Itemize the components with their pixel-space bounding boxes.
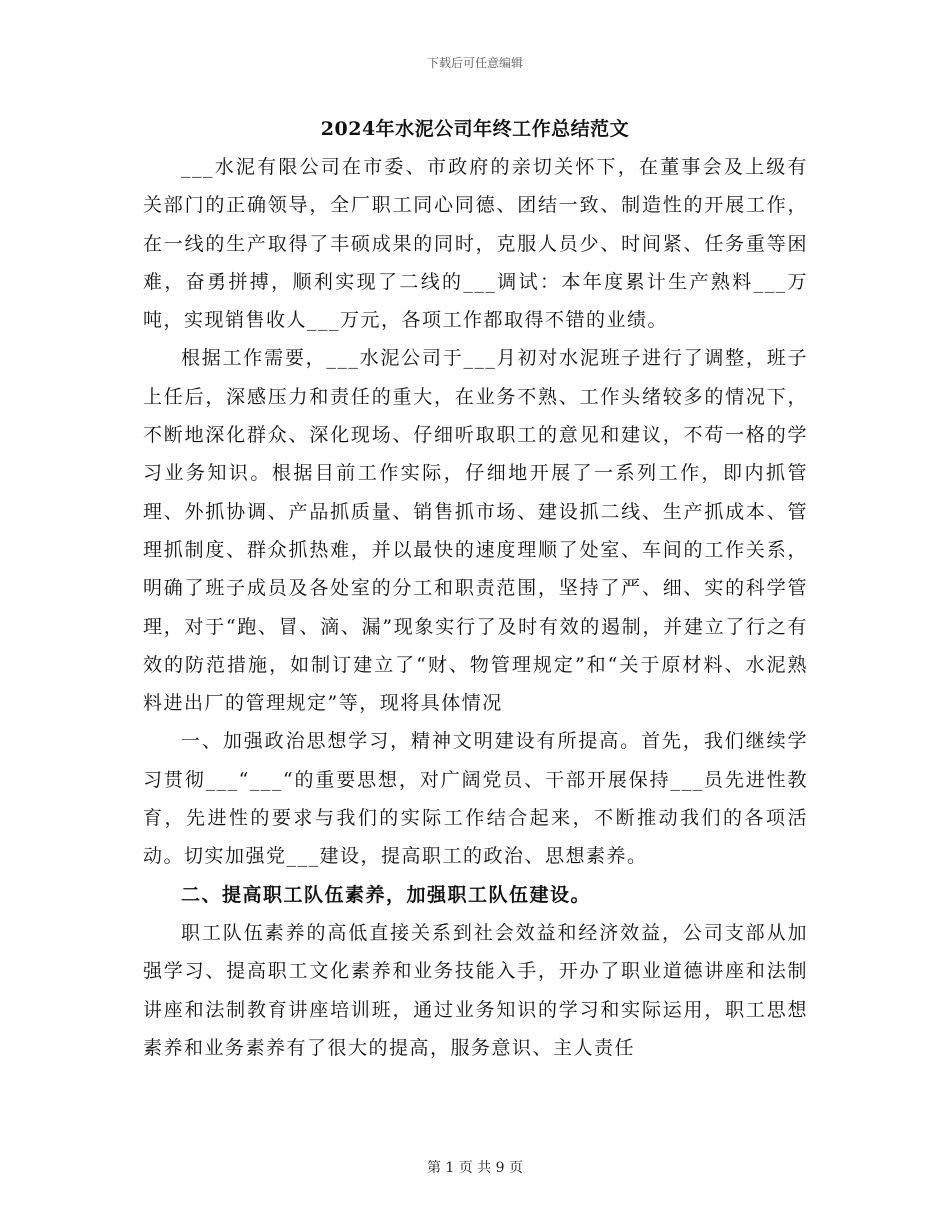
paragraph-section-one: 一、加强政治思想学习，精神文明建设有所提高。首先，我们继续学习贯彻___“___“的重要思想，对广阔党员、干部开展保持___员先进性教育，先进性的要求与我们的实际工作结合起来，不断推动我们的各项活动。切实加强党___建设，提高职工的政治、思想素养。 [143, 730, 808, 868]
page-header-note: 下载后可任意编辑 [426, 56, 523, 70]
page-number-footer: 第 1 页 共 9 页 [426, 1160, 524, 1176]
document-title: 2024年水泥公司年终工作总结范文 [320, 118, 630, 140]
section-heading-two: 二、提高职工队伍素养，加强职工队伍建设。 [181, 883, 592, 906]
document-body [143, 148, 808, 1067]
paragraph-adjustment: 根据工作需要，___水泥公司于___月初对水泥班子进行了调整，班子上任后，深感压力和责任的重大，在业务不熟、工作头绪较多的情况下，不断地深化群众、深化现场、仔细听取职工的意见和建议，不苟一格的学习业务知识。根据目前工作实际，仔细地开展了一系列工作，即内抓管理、外抓协调、产品抓质量、销售抓市场、建设抓二线、生产抓成本、管理抓制度、群众抓热难，并以最快的速度理顺了处室、车间的工作关系，明确了班子成员及各处室的分工和职责范围，坚持了严、细、实的科学管理，对于“跑、冒、滴、漏”现象实行了及时有效的遏制，并建立了行之有效的防范措施，如制订建立了“财、物管理规定”和“关于原材料、水泥熟料进出厂的管理规定”等，现将具体情况 [143, 347, 808, 715]
paragraph-staff-quality: 职工队伍素养的高低直接关系到社会效益和经济效益，公司支部从加强学习、提高职工文化素养和业务技能入手，开办了职业道德讲座和法制讲座和法制教育讲座培训班，通过业务知识的学习和实际运用，职工思想素养和业务素养有了很大的提高，服务意识、主人责任 [143, 921, 808, 1059]
paragraph-intro: ___水泥有限公司在市委、市政府的亲切关怀下，在董事会及上级有关部门的正确领导，全厂职工同心同德、团结一致、制造性的开展工作，在一线的生产取得了丰硕成果的同时，克服人员少、时间紧、任务重等困难，奋勇拼搏，顺利实现了二线的___调试：本年度累计生产熟料___万吨，实现销售收人___万元，各项工作都取得不错的业绩。 [143, 156, 808, 332]
